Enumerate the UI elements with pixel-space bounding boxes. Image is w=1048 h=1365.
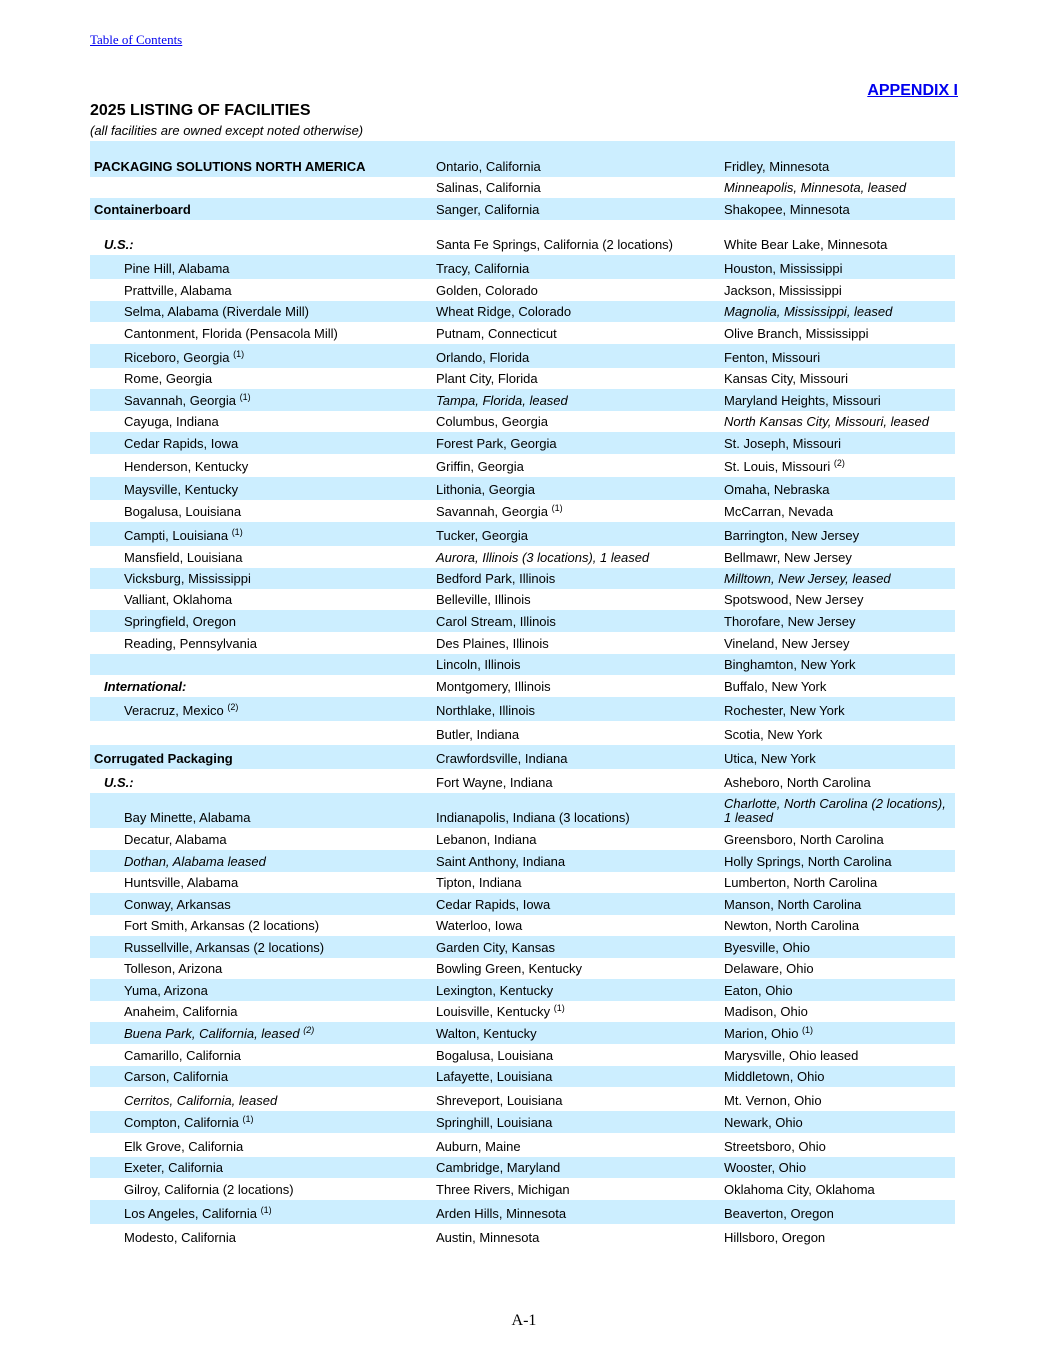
table-cell: Asheboro, North Carolina <box>724 775 871 790</box>
appendix-link[interactable]: APPENDIX I <box>867 82 958 99</box>
footnote-marker: (1) <box>242 1114 254 1124</box>
table-cell: Valliant, Oklahoma <box>124 592 233 607</box>
table-cell: Cayuga, Indiana <box>124 414 219 429</box>
table-cell: Pine Hill, Alabama <box>124 261 230 276</box>
table-cell: Orlando, Florida <box>436 350 530 365</box>
table-row <box>90 654 955 675</box>
table-cell: Newton, North Carolina <box>724 918 860 933</box>
table-row <box>90 979 955 1001</box>
table-cell: Crawfordsville, Indiana <box>436 751 568 766</box>
table-cell: Jackson, Mississippi <box>724 283 842 298</box>
table-cell: Three Rivers, Michigan <box>436 1182 570 1197</box>
table-cell: Henderson, Kentucky <box>124 459 249 474</box>
footnote-marker: (1) <box>553 1003 565 1013</box>
table-row <box>90 1178 955 1200</box>
table-cell: Bellmawr, New Jersey <box>724 550 852 565</box>
table-cell: Utica, New York <box>724 751 816 766</box>
table-cell: Waterloo, Iowa <box>436 918 523 933</box>
table-cell: Compton, California $^{(1)}$ <box>124 1114 254 1130</box>
table-row <box>90 301 955 322</box>
table-cell: Scotia, New York <box>724 727 823 742</box>
table-cell: Wheat Ridge, Colorado <box>436 304 572 319</box>
table-cell: Minneapolis, Minnesota, leased <box>724 180 907 195</box>
table-row <box>90 389 955 411</box>
table-cell: Sanger, California <box>436 202 540 217</box>
table-cell: Golden, Colorado <box>436 283 538 298</box>
table-cell: Maryland Heights, Missouri <box>724 393 881 408</box>
table-cell: Walton, Kentucky <box>436 1026 537 1041</box>
footnote-marker: (2) <box>227 702 239 712</box>
table-cell: Columbus, Georgia <box>436 414 548 429</box>
footnote-marker: (1) <box>239 392 251 402</box>
table-cell: Reading, Pennsylvania <box>124 636 257 651</box>
table-cell: Rochester, New York <box>724 703 845 718</box>
table-cell: Bowling Green, Kentucky <box>436 961 582 976</box>
table-row <box>90 177 955 198</box>
footnote-marker: (1) <box>551 503 563 513</box>
table-cell: Forest Park, Georgia <box>436 436 557 451</box>
table-cell: Olive Branch, Mississippi <box>724 326 869 341</box>
table-cell: Magnolia, Mississippi, leased <box>724 304 893 319</box>
page-number: A-1 <box>511 1312 537 1329</box>
table-cell: Buffalo, New York <box>724 679 827 694</box>
table-row <box>90 958 955 979</box>
table-row <box>90 1133 955 1157</box>
table-row <box>90 198 955 220</box>
table-cell: Barrington, New Jersey <box>724 528 860 543</box>
table-cell: Huntsville, Alabama <box>124 875 239 890</box>
table-row <box>90 769 955 793</box>
table-cell: Des Plaines, Illinois <box>436 636 549 651</box>
table-row <box>90 141 955 177</box>
table-cell: Anaheim, California <box>124 1004 238 1019</box>
table-cell: Tucker, Georgia <box>436 528 529 543</box>
table-row <box>90 432 955 454</box>
table-cell: Dothan, Alabama leased <box>124 854 266 869</box>
table-cell: Russellville, Arkansas (2 locations) <box>124 940 325 955</box>
table-cell: Rome, Georgia <box>124 371 213 386</box>
table-row <box>90 872 955 893</box>
table-cell: Tracy, California <box>436 261 530 276</box>
table-cell: Marion, Ohio $^{(1)}$ <box>724 1025 814 1041</box>
footnote-marker: (1) <box>233 349 245 359</box>
table-cell: McCarran, Nevada <box>724 504 834 519</box>
table-row <box>90 1001 955 1022</box>
table-cell: Kansas City, Missouri <box>724 371 849 386</box>
table-cell: Fridley, Minnesota <box>724 159 830 174</box>
table-cell: Cerritos, California, leased <box>124 1093 278 1108</box>
table-cell: Tipton, Indiana <box>436 875 522 890</box>
table-cell: Delaware, Ohio <box>724 961 814 976</box>
table-cell: Yuma, Arizona <box>124 983 208 998</box>
table-cell: Houston, Mississippi <box>724 261 843 276</box>
table-cell: Decatur, Alabama <box>124 832 227 847</box>
table-cell: Mansfield, Louisiana <box>124 550 243 565</box>
table-cell: Lexington, Kentucky <box>436 983 554 998</box>
footnote-marker: (1) <box>802 1025 814 1035</box>
table-cell: Streetsboro, Ohio <box>724 1139 826 1154</box>
table-cell: Binghamton, New York <box>724 657 856 672</box>
table-cell: Wooster, Ohio <box>724 1160 807 1175</box>
footnote-marker: (1) <box>260 1205 272 1215</box>
table-cell: Santa Fe Springs, California (2 locations) <box>436 237 674 252</box>
section-heading: Containerboard <box>94 202 191 217</box>
table-cell: Louisville, Kentucky $^{(1)}$ <box>436 1003 565 1019</box>
table-cell: Belleville, Illinois <box>436 592 531 607</box>
table-row <box>90 546 955 568</box>
table-cell: Cedar Rapids, Iowa <box>124 436 239 451</box>
table-row <box>90 850 955 872</box>
footnote-marker: (2) <box>303 1025 315 1035</box>
table-cell: Vineland, New Jersey <box>724 636 850 651</box>
table-row <box>90 368 955 389</box>
table-cell: Cedar Rapids, Iowa <box>436 897 551 912</box>
table-row <box>90 1066 955 1087</box>
table-cell: Garden City, Kansas <box>436 940 555 955</box>
table-cell: Newark, Ohio <box>724 1115 803 1130</box>
table-cell: Ontario, California <box>436 159 541 174</box>
table-row <box>90 675 955 697</box>
table-cell: Plant City, Florida <box>436 371 538 386</box>
table-cell: Bedford Park, Illinois <box>436 571 556 586</box>
table-cell: Salinas, California <box>436 180 541 195</box>
page-subtitle: (all facilities are owned except noted otherwise) <box>90 123 364 138</box>
table-row <box>90 745 955 769</box>
table-cell: Holly Springs, North Carolina <box>724 854 892 869</box>
table-cell: Greensboro, North Carolina <box>724 832 884 847</box>
table-cell: Charlotte, North Carolina (2 locations), 1 leased <box>724 796 946 825</box>
table-cell: Lebanon, Indiana <box>436 832 537 847</box>
table-row <box>90 721 955 745</box>
table-row <box>90 793 955 828</box>
table-row <box>90 1224 955 1248</box>
section-heading: PACKAGING SOLUTIONS NORTH AMERICA <box>94 159 366 174</box>
table-cell: Bogalusa, Louisiana <box>124 504 242 519</box>
table-cell: Los Angeles, California $^{(1)}$ <box>124 1205 272 1221</box>
table-cell: Beaverton, Oregon <box>724 1206 834 1221</box>
table-cell: Austin, Minnesota <box>436 1230 540 1245</box>
table-cell: Spotswood, New Jersey <box>724 592 864 607</box>
table-cell: Lafayette, Louisiana <box>436 1069 553 1084</box>
section-heading: Corrugated Packaging <box>94 751 233 766</box>
subsection-heading: International: <box>104 679 187 694</box>
table-cell: Oklahoma City, Oklahoma <box>724 1182 875 1197</box>
subsection-heading: U.S.: <box>104 775 134 790</box>
table-cell: Exeter, California <box>124 1160 223 1175</box>
table-row <box>90 1044 955 1066</box>
table-cell: Hillsboro, Oregon <box>724 1230 826 1245</box>
table-row <box>90 1111 955 1133</box>
table-cell: Byesville, Ohio <box>724 940 810 955</box>
table-cell: Elk Grove, California <box>124 1139 244 1154</box>
table-cell: Campti, Louisiana $^{(1)}$ <box>124 527 243 543</box>
table-row <box>90 500 955 522</box>
table-cell: Carson, California <box>124 1069 229 1084</box>
table-row <box>90 697 955 721</box>
table-row <box>90 220 955 255</box>
table-cell: Modesto, California <box>124 1230 236 1245</box>
table-cell: Springfield, Oregon <box>124 614 237 629</box>
table-cell: Saint Anthony, Indiana <box>436 854 566 869</box>
table-row <box>90 893 955 915</box>
table-cell: Marysville, Ohio leased <box>724 1048 859 1063</box>
table-cell: Manson, North Carolina <box>724 897 862 912</box>
table-cell: Fenton, Missouri <box>724 350 821 365</box>
table-row <box>90 322 955 344</box>
table-cell: Lumberton, North Carolina <box>724 875 878 890</box>
table-cell: Griffin, Georgia <box>436 459 524 474</box>
page-title: 2025 LISTING OF FACILITIES <box>90 102 311 119</box>
table-cell: Selma, Alabama (Riverdale Mill) <box>124 304 309 319</box>
table-cell: Buena Park, California, leased $^{(2)}$ <box>124 1025 315 1041</box>
table-row <box>90 828 955 850</box>
table-cell: Bay Minette, Alabama <box>124 810 251 825</box>
subsection-heading: U.S.: <box>104 237 134 252</box>
table-row <box>90 477 955 500</box>
table-cell: Fort Smith, Arkansas (2 locations) <box>124 918 320 933</box>
table-cell: Conway, Arkansas <box>124 897 231 912</box>
table-row <box>90 1087 955 1111</box>
table-cell: Tolleson, Arizona <box>124 961 223 976</box>
table-row <box>90 1022 955 1044</box>
table-cell: Cambridge, Maryland <box>436 1160 561 1175</box>
table-row <box>90 915 955 936</box>
table-cell: Tampa, Florida, leased <box>436 393 568 408</box>
table-cell: Omaha, Nebraska <box>724 482 830 497</box>
table-row <box>90 454 955 477</box>
table-cell: Camarillo, California <box>124 1048 242 1063</box>
table-cell: Bogalusa, Louisiana <box>436 1048 554 1063</box>
table-row <box>90 411 955 432</box>
table-row <box>90 610 955 632</box>
table-row <box>90 568 955 589</box>
table-row <box>90 589 955 610</box>
table-cell: Butler, Indiana <box>436 727 520 742</box>
table-cell: Middletown, Ohio <box>724 1069 825 1084</box>
table-cell: St. Louis, Missouri $^{(2)}$ <box>724 458 845 474</box>
footnote-marker: (1) <box>231 527 243 537</box>
table-cell: Riceboro, Georgia $^{(1)}$ <box>124 349 245 365</box>
table-cell: Cantonment, Florida (Pensacola Mill) <box>124 326 338 341</box>
table-cell: Prattville, Alabama <box>124 283 232 298</box>
table-cell: Savannah, Georgia $^{(1)}$ <box>124 392 251 408</box>
table-row <box>90 1157 955 1178</box>
table-cell: Lithonia, Georgia <box>436 482 536 497</box>
table-cell: Auburn, Maine <box>436 1139 521 1154</box>
footnote-marker: (2) <box>833 458 845 468</box>
table-cell: Eaton, Ohio <box>724 983 793 998</box>
table-cell: Milltown, New Jersey, leased <box>724 571 891 586</box>
table-cell: Veracruz, Mexico $^{(2)}$ <box>124 702 239 718</box>
table-cell: Aurora, Illinois (3 locations), 1 leased <box>436 550 650 565</box>
table-cell: Vicksburg, Mississippi <box>124 571 251 586</box>
table-cell: St. Joseph, Missouri <box>724 436 842 451</box>
table-cell: Mt. Vernon, Ohio <box>724 1093 822 1108</box>
table-row <box>90 279 955 301</box>
table-row <box>90 255 955 279</box>
table-cell: White Bear Lake, Minnesota <box>724 237 888 252</box>
table-row <box>90 936 955 958</box>
table-cell: Montgomery, Illinois <box>436 679 551 694</box>
table-cell: Thorofare, New Jersey <box>724 614 856 629</box>
table-cell: Indianapolis, Indiana (3 locations) <box>436 810 630 825</box>
table-cell: Putnam, Connecticut <box>436 326 557 341</box>
table-cell: North Kansas City, Missouri, leased <box>724 414 929 429</box>
table-cell: Carol Stream, Illinois <box>436 614 556 629</box>
table-cell: Fort Wayne, Indiana <box>436 775 553 790</box>
table-cell: Northlake, Illinois <box>436 703 535 718</box>
table-cell: Maysville, Kentucky <box>124 482 239 497</box>
table-cell: Savannah, Georgia $^{(1)}$ <box>436 503 563 519</box>
facilities-table <box>90 141 955 1248</box>
table-row <box>90 632 955 654</box>
table-cell: Lincoln, Illinois <box>436 657 521 672</box>
table-cell: Shakopee, Minnesota <box>724 202 850 217</box>
table-of-contents-link[interactable]: Table of Contents <box>90 32 183 47</box>
table-row <box>90 522 955 546</box>
table-cell: Springhill, Louisiana <box>436 1115 553 1130</box>
table-row <box>90 1200 955 1224</box>
table-row <box>90 344 955 368</box>
table-cell: Gilroy, California (2 locations) <box>124 1182 294 1197</box>
table-cell: Madison, Ohio <box>724 1004 808 1019</box>
table-cell: Shreveport, Louisiana <box>436 1093 563 1108</box>
table-cell: Arden Hills, Minnesota <box>436 1206 567 1221</box>
